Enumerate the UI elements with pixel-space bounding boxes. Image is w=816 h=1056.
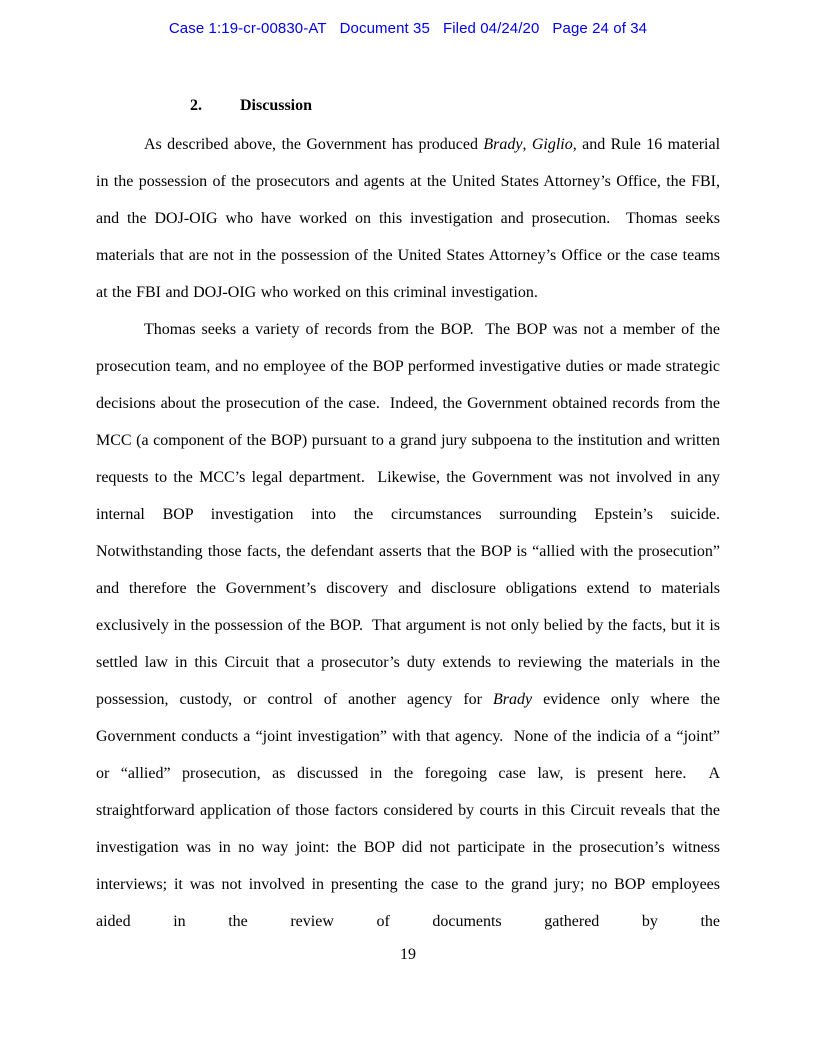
page-number: 19 <box>400 946 416 963</box>
section-number: 2. <box>190 97 202 114</box>
case-name-italic: Brady <box>483 136 523 153</box>
page-content <box>96 96 729 940</box>
section-heading <box>190 96 720 116</box>
text-run: , and Rule 16 material in the possession of the prosecutors and agents at the United States Attorney’s Office, the FBI, and the DOJ-OIG who have worked on this investigation and prosecution. Thomas seeks materials that are not in the possession of the United States Attorney’s Office or the case teams at the FBI and DOJ-OIG who worked on this criminal investigation. <box>96 136 725 301</box>
body-paragraphs <box>96 126 729 940</box>
text-run: , <box>522 136 532 153</box>
text-run: As described above, the Government has produced <box>144 136 484 153</box>
header-part: Filed 04/24/20 <box>442 20 540 37</box>
case-name-italic: Brady <box>493 691 533 708</box>
paragraph <box>96 311 729 940</box>
text-run: Thomas seeks a variety of records from the BOP. The BOP was not a member of the prosecution team, and no employee of the BOP performed investigative duties or made strategic decisions about the prosecution of the case. Indeed, the Government obtained records from the MCC (a component of the BOP) pursuant to a grand jury subpoena to the institution and written requests to the MCC’s legal department. Likewise, the Government was not involved in any internal BOP investigation into the circumstances surrounding Epstein’s suicide. Notwithstanding those facts, the defendant asserts that the BOP is “allied with the prosecution” and therefore the Government’s discovery and disclosure obligations extend to materials exclusively in the possession of the BOP. That argument is not only belied by the facts, but it is settled law in this Circuit that a prosecutor’s duty extends to reviewing the materials in the possession, custody, or control of another agency for <box>96 321 729 708</box>
header-part: Case 1:19-cr-00830-AT <box>168 20 327 37</box>
section-title: Discussion <box>240 97 313 114</box>
text-run: evidence only where the Government conducts a “joint investigation” with that agency. None of the indicia of a “joint” or “allied” prosecution, as discussed in the foregoing case law, is present here. A straightforward application of those factors considered by courts in this Circuit reveals that the investigation was in no way joint: the BOP did not participate in the prosecution’s witness interviews; it was not involved in presenting the case to the grand jury; no BOP employees aided in the review of documents gathered by the <box>96 691 725 930</box>
paragraph <box>96 126 725 311</box>
ecf-header <box>0 20 816 37</box>
case-name-italic: Giglio <box>531 136 573 153</box>
header-part: Document 35 <box>339 20 430 37</box>
header-part: Page 24 of 34 <box>552 20 648 37</box>
